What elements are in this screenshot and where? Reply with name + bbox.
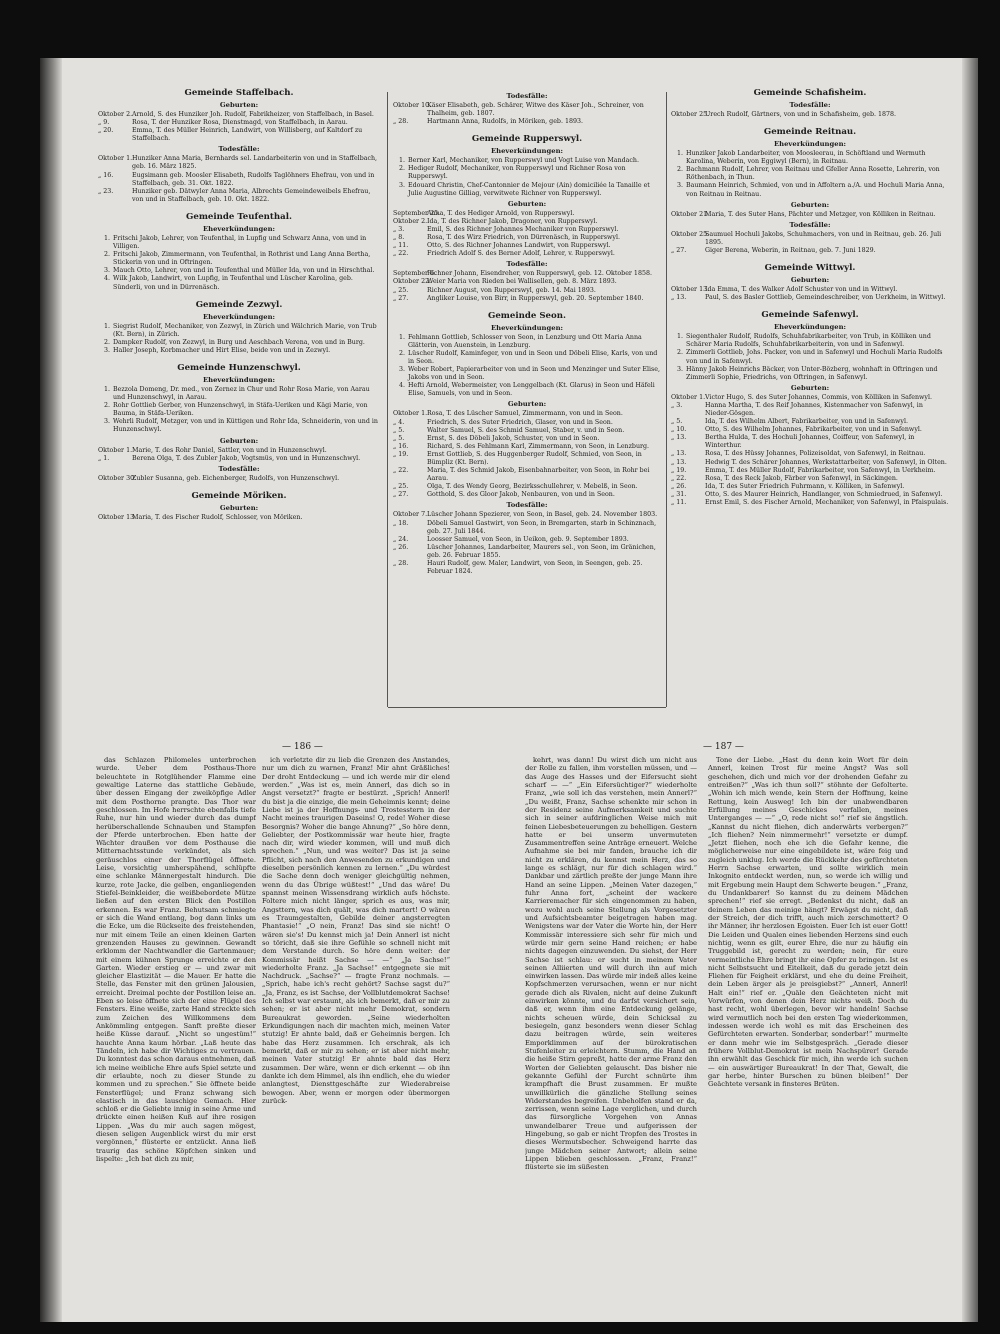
section-heading: Geburten: [790, 200, 830, 209]
entry-number: 3. [103, 346, 110, 354]
register-entry [393, 118, 661, 126]
register-entry [671, 286, 949, 294]
register-entry [393, 382, 661, 398]
entry-date: „ 11. [671, 499, 687, 506]
entry-date: Oktober 2. [393, 217, 428, 225]
entry-text: Rosa, T. des Reck Jakob, Färber von Safenwyl, in Säckingen. [705, 474, 898, 482]
register-entry [98, 235, 380, 251]
entry-text: Arnold, S. des Hunziker Joh. Rudolf, Fabrikheizer, von Staffelbach, in Basel. [132, 111, 374, 118]
entry-date: Oktober 30. [98, 474, 137, 482]
entry-text: Victor Hugo, S. des Suter Johannes, Commis, von Kölliken in Safenwyl. [705, 393, 932, 401]
entry-text: Ida, T. des Suter Friedrich Fuhrmann, v. Kölliken, in Safenwyl. [705, 482, 905, 490]
register-entry [671, 418, 949, 426]
entry-number: 3. [103, 267, 110, 275]
entry-text: Loosser Samuel, von Seon, in Ueikon, geb. 9. September 1893. [427, 535, 629, 543]
section-heading: Todesfälle: [506, 260, 548, 269]
entry-text: Rosa, T. der Hunziker Rosa, Dienstmagd, von Staffelbach, in Aarau. [132, 119, 348, 127]
story-text: kehrt, was dann! Du wirst dich um nicht aus der Rolle zu fallen, ihm vorstellen müssen, und — das Auge des Hasses und der Eifersucht sieht scharf — —“ „Ein Eifersüchtiger?“ wiederholte Franz, „wie soll ich das verstehen, mein Annerl?“ „Du weißt, Franz, Sachse schenkte mir schon in der Residenz seine Aufmerksamkeit und suchte sich in seiner aufdringlichen Weise mich mit feinen Liebesbeteuerungen zu behelligen. Gestern hatte er bei unserm unvermuteten Zusammentreffen seine Anträge erneuert. Welche Aufnahme sie bei mir fanden, brauche ich dir nicht zu erklären, du kennst mein Herz, das so lange es schlägt, nur für dich schlagen wird.“ Dankbar und zärtlich preßte der junge Mann ihre Hand an seine Lippen. „Meinen Vater dazegen,“ fuhr Anna fort, „scheint der wackere Karrieremacher für sich eingenommen zu haben, wozu wohl auch seine Stellung als Vorgesetzter und Aufsichtsbeamter beigetragen haben mag. Wenigstens war der Vater die Worte hin, der Herr Kommissär interessiere sich sehr für mich und würde mir gern seine Hand reichen; er habe nichts dagegen einzuwenden. Du siehst, der Herr Sachse ist schlau: er sucht in meinem Vater seinen Alliierten und will durch ihn auf mich einwirken lassen. Das würde mir indeß alles keine Kopfschmerzen verursachen, wenn er nur nicht gerade dich als Rivalen, nicht auf deine Zukunft einwirken könnte, und du darfst versichert sein, daß er, wenn ihm eine Entdeckung gelänge, nichts scheuen würde, dein Schicksal zu besiegeln, ganz besonders wenn dieser Schlag dazu beitragen würde, sein weiteres Emporklimmen auf der bürokratischen Stufenleiter zu erleichtern. Stumm, die Hand an die heiße Stirn gepreßt, hatte der arme Franz den Worten der Geliebten gelauscht. Das bisher nie gekannte Gefühl der Furcht schnürte ihm krampfhaft die Brust zusammen. Er mußte unwillkürlich die gänzliche Stellung seines Widerstandes begreifen. Unbeholfen stand er da, zerrissen, wenn seine Lage verglichen, und durch das fürsorgliche Vorgehen von Annas unwandelbarer Treue und aufgerissen der Hingebung, so gab er nicht Tropfen des Trostes in dieses Wermutsbecher. Schweigend harrte das junge Mädchen seiner Antwort; allein seine Lippen blieben geschlossen. „Franz, Franz!“ flüsterte sie im süßesten [525, 756, 697, 1172]
section-heading: Geburten: [507, 199, 547, 208]
register-entry [393, 157, 661, 165]
column-rule [666, 92, 667, 707]
register-entry [671, 182, 949, 198]
register-entry [98, 323, 380, 339]
entry-number: 2. [398, 165, 405, 173]
entry-text: Paul, S. des Basler Gottlieb, Gemeindeschreiber, von Uerkheim, in Wittwyl. [705, 294, 946, 302]
registry-column-3 [671, 80, 949, 702]
entry-number: 2. [398, 349, 405, 357]
entry-text: Lüscher Johann Spezierer, von Seon, in Basel, geb. 24. November 1803. [427, 511, 658, 519]
gemeinde-heading: Gemeinde Seon. [488, 310, 566, 321]
register-entry [393, 226, 661, 234]
register-entry [671, 499, 949, 507]
register-entry [671, 434, 949, 450]
entry-date: „ 5. [671, 418, 683, 426]
entry-text: Fehlmann Gottlieb, Schlosser von Seon, in Lenzburg und Ott Maria Anna Glätterin, von Auenstein, in Lenzburg. [408, 333, 642, 349]
entry-number: 2. [103, 402, 110, 410]
entry-text: Siegrist Rudolf, Mechaniker, von Zezwyl, in Zürich und Wälchrich Marie, von Trub (Kt. Bern), in Zürich. [113, 322, 377, 338]
entry-number: 1. [103, 322, 110, 330]
gemeinde-heading: Gemeinde Zezwyl. [195, 299, 283, 310]
entry-text: Hartmann Anna, Rudolfs, in Möriken, geb. 1893. [427, 118, 583, 126]
entry-date: „ 22. [671, 474, 687, 482]
entry-date: „ 18. [393, 519, 409, 527]
entry-date: „ 25. [393, 483, 409, 491]
register-entry [393, 210, 661, 218]
entry-text: Maria, T. des Fischer Rudolf, Schlosser, von Möriken. [132, 513, 303, 521]
entry-text: Angliker Louise, von Birr, in Rupperswyl, geb. 20. September 1840. [427, 294, 644, 302]
entry-text: Lüscher Johannes, Landarbeiter, Maurers sel., von Seon, im Gränichen, geb. 26. Februar 1855. [427, 543, 656, 559]
register-entry [393, 242, 661, 250]
entry-text: Rosa, T. des Wirz Friedrich, von Dürrenäsch, in Rupperswyl. [427, 234, 620, 242]
entry-number: 1. [398, 333, 405, 341]
register-entry [393, 427, 661, 435]
entry-text: Weber Robert, Papierarbeiter von und in Seon und Menzinger und Suter Elise, Jakobs von und in Seon. [408, 366, 660, 382]
entry-date: „ 25. [393, 286, 409, 294]
section-heading: Eheverkündungen: [490, 147, 564, 156]
section-heading: Eheverkündungen: [773, 140, 847, 149]
register-entry [98, 386, 380, 402]
entry-text: Berner Karl, Mechaniker, von Rupperswyl und Vogt Luise von Mandach. [408, 157, 639, 165]
page-number-right: — 187 — [703, 742, 744, 752]
section-heading: Todesfälle: [218, 145, 260, 154]
registry-column-1 [98, 80, 380, 725]
section-heading: Eheverkündungen: [773, 323, 847, 332]
register-entry [671, 394, 949, 402]
entry-text: Gotthold, S. des Gloor Jakob, Nenbauren, von und in Seon. [427, 491, 615, 499]
entry-text: Hunziker geb. Dätwyler Anna Maria, Albrechts Gemeindeweibels Ehefrau, von und in Staffelbach, geb. 10. Okt. 1822. [132, 187, 371, 203]
section-heading: Eheverkündungen: [202, 312, 276, 321]
register-entry [98, 119, 380, 127]
entry-text: Bachmann Rudolf, Lehrer, von Reitnau und Gfeller Anna Rosette, Lehrerin, von Röthenbach, in Thun. [686, 166, 940, 182]
entry-text: Bezzola Domeng, Dr. med., von Zernez in Chur und Rohr Rosa Marie, von Aarau und Hunzenschwyl, in Aarau. [113, 385, 370, 402]
register-entry [98, 455, 380, 463]
entry-text: Zubler Susanna, geb. Eichenberger, Rudolfs, von Hunzenschwyl. [132, 474, 340, 482]
register-entry [98, 475, 380, 483]
entry-date: „ 11. [393, 242, 409, 250]
register-entry [393, 435, 661, 443]
register-entry [671, 483, 949, 491]
entry-date: „ 5. [393, 426, 405, 434]
register-entry [393, 520, 661, 536]
entry-date: „ 10. [671, 426, 687, 434]
register-entry [671, 349, 949, 365]
entry-text: Otto, S. des Maurer Heinrich, Handlanger, von Schmiedrued, in Safenwyl. [705, 490, 943, 498]
entry-date: „ 8. [393, 234, 405, 242]
entry-text: Hediger Rudolf, Mechaniker, von Rupperswyl und Richner Rosa von Rupperswyl. [408, 165, 626, 181]
entry-text: Emma, T. des Müller Heinrich, Landwirt, von Willisberg, auf Kaltdorf zu Staffelbach. [132, 127, 363, 143]
entry-text: Rosa, T. des Lüscher Samuel, Zimmermann, von und in Seon. [427, 410, 623, 418]
register-entry [393, 218, 661, 226]
entry-text: Siegenthaler Rudolf, Rudolfs, Schuhfabrikarbeiter, von Trub, in Kölliken und Schärer Maria Rudolfs, Schuhfabrikarbeiterin, von und in Safenwyl. [686, 333, 931, 349]
entry-text: Haller Joseph, Korbmacher und Hirt Elise, beide von und in Zezwyl. [113, 346, 331, 354]
gemeinde-heading: Gemeinde Staffelbach. [184, 88, 294, 98]
register-entry [98, 339, 380, 347]
register-entry [393, 250, 661, 258]
entry-date: „ 3. [393, 225, 405, 233]
register-entry [393, 467, 661, 483]
register-entry [671, 475, 949, 483]
entry-date: „ 27. [393, 491, 409, 499]
register-entry [671, 111, 949, 119]
entry-text: Walter Samuel, S. des Schmid Samuel, Staber, v. und in Seon. [427, 426, 625, 434]
entry-text: Hänny Jakob Heinrichs Bäcker, von Unter-Bözberg, wohnhaft in Oftringen und Zimmerli Sophie, Friedrichs, von Oftringen, in Safenwyl. [686, 365, 938, 381]
entry-text: Otto, S. des Wilhelm Johannes, Fabrikarbeiter, von und in Safenwyl. [705, 426, 922, 434]
gemeinde-heading: Gemeinde Reitnau. [763, 127, 857, 138]
register-entry [393, 334, 661, 350]
entry-date: „ 31. [671, 490, 687, 498]
entry-date: „ 4. [393, 418, 405, 426]
register-entry [393, 102, 661, 118]
register-entry [393, 234, 661, 242]
entry-number: 3. [103, 418, 110, 426]
register-entry [671, 247, 949, 255]
register-entry [98, 447, 380, 455]
story-column-4 [708, 756, 908, 1286]
entry-date: „ 3. [671, 401, 683, 409]
entry-text: Saumuel Hochuli Jakobs, Schuhmachers, von und in Reitnau, geb. 26. Juli 1895. [705, 230, 942, 246]
entry-text: Fritschi Jakob, Lehrer, von Teufenthal, in Lupfig und Schwarz Anna, von und in Villigen. [113, 234, 367, 251]
entry-number: 1. [398, 157, 405, 165]
register-entry [671, 491, 949, 499]
entry-date: Oktober 10. [393, 102, 432, 109]
entry-date: „ 13. [671, 294, 687, 302]
entry-text: Giger Berena, Weberin, in Reitnau, geb. 7. Juni 1829. [705, 246, 876, 254]
register-entry [98, 251, 380, 267]
entry-text: Berena Olga, T. des Zubler Jakob, Vogtsmüs, von und in Hunzenschwyl. [132, 454, 361, 462]
register-entry [393, 419, 661, 427]
entry-date: „ 23. [98, 187, 114, 195]
entry-date: „ 1. [98, 454, 110, 462]
entry-text: Hunziker Anna Maria, Bernhards sel. Landarbeiterin von und in Staffelbach, geb. 16. März 1825. [132, 155, 378, 171]
section-heading: Todesfälle: [218, 464, 260, 473]
entry-date: „ 13. [671, 434, 687, 442]
entry-number: 3. [398, 181, 405, 189]
entry-text: Baumann Heinrich, Schmied, von und in Affoltern a./A. und Hochuli Maria Anna, von Reitnau in Reitnau. [686, 182, 945, 198]
register-entry [671, 459, 949, 467]
entry-text: Dampker Rudolf, von Zezwyl, in Burg und Aeschbach Verena, von und in Burg. [113, 338, 365, 346]
entry-number: 4. [398, 382, 405, 390]
register-entry [98, 402, 380, 418]
entry-number: 3. [398, 366, 405, 374]
entry-text: Lüscher Rudolf, Kaminfeger, von und in Seon und Döbeli Elise, Karls, von und in Seon. [408, 349, 658, 365]
page-number-left: — 186 — [282, 742, 323, 752]
entry-text: Richner Johann, Eisendreher, von Rupperswyl, geb. 12. Oktober 1858. [427, 270, 652, 278]
register-entry [671, 166, 949, 182]
register-entry [393, 270, 661, 278]
entry-text: Rosa, T. des Hüssy Johannes, Polizeisoldat, von Safenwyl, in Reitnau. [705, 450, 926, 458]
entry-date: „ 19. [671, 466, 687, 474]
entry-text: Hanna Martha, T. des Reif Johannes, Kistenmacher von Safenwyl, in Nieder-Gösgen. [705, 401, 923, 417]
section-heading: Geburten: [790, 383, 830, 392]
register-entry [393, 544, 661, 560]
register-entry [98, 111, 380, 119]
entry-number: 1. [103, 385, 110, 393]
entry-text: Döbeli Samuel Gastwirt, von Seon, in Bremgarten, starb in Schinznach, geb. 27. Juli 1844. [427, 519, 657, 535]
entry-number: 2. [103, 338, 110, 346]
gemeinde-heading: Gemeinde Wittwyl. [764, 263, 856, 274]
register-entry [393, 560, 661, 576]
register-entry [393, 511, 661, 519]
entry-date: Oktober 25. [671, 230, 710, 238]
entry-date: „ 27. [671, 246, 687, 254]
section-heading: Todesfälle: [789, 220, 831, 229]
register-entry [98, 267, 380, 275]
register-entry [393, 295, 661, 303]
register-entry [671, 294, 949, 302]
entry-text: Friedrich, S. des Suter Friedrich, Glaser, von und in Seon. [427, 418, 613, 426]
entry-text: Hefti Arnold, Webermeister, von Lenggelbach (Kt. Glarus) in Seon und Häfeli Elise, Samuels, von und in Seon. [408, 382, 655, 398]
entry-text: Maria, T. des Suter Hans, Pächter und Metzger, von Kölliken in Reitnau. [705, 210, 936, 218]
gemeinde-heading: Gemeinde Schafisheim. [753, 88, 867, 98]
entry-text: Hunziker Jakob Landarbeiter, von Moosleerau, in Schöftland und Wermuth Karolina, Weberin, von Eggiwyl (Bern), in Reitnau. [686, 150, 926, 166]
section-rule [388, 707, 666, 708]
story-column-3 [525, 756, 697, 1286]
entry-text: Otto, S. des Richner Johannes Landwirt, von Rupperswyl. [427, 242, 611, 250]
register-entry [671, 450, 949, 458]
register-entry [393, 536, 661, 544]
entry-date: „ 28. [393, 118, 409, 126]
entry-date: „ 13. [671, 450, 687, 458]
entry-number: 3. [676, 182, 683, 190]
entry-date: „ 5. [393, 434, 405, 442]
entry-text: Ernst, S. des Döbeli Jakob, Schuster, von und in Seon. [427, 434, 600, 442]
entry-number: 2. [676, 166, 683, 174]
register-entry [393, 165, 661, 181]
entry-date: „ 16. [393, 442, 409, 450]
entry-text: Wilk Jakob, Landwirt, von Lupfig, in Teufenthal und Lüscher Karolina, geb. Sünderli, von und in Dürrenäsch. [113, 275, 353, 291]
entry-date: „ 28. [393, 560, 409, 568]
register-entry [671, 231, 949, 247]
register-entry [393, 366, 661, 382]
entry-date: „ 20. [98, 127, 114, 135]
register-entry [671, 426, 949, 434]
entry-date: „ 9. [98, 119, 110, 127]
register-entry [98, 347, 380, 355]
gemeinde-heading: Gemeinde Rupperswyl. [471, 134, 583, 145]
register-entry [393, 350, 661, 366]
gemeinde-heading: Gemeinde Teufenthal. [186, 211, 292, 222]
entry-date: Oktober 1. [98, 446, 133, 454]
entry-text: Ida, T. des Wilhelm Albert, Fabrikarbeiter, von und in Safenwyl. [705, 418, 909, 426]
entry-date: September 25. [393, 209, 441, 217]
entry-text: Olga, T. des Wendy Georg, Bezirksschullehrer, v. Mebelß, in Seon. [427, 483, 638, 491]
entry-text: Wehrli Rudolf, Metzger, von und in Küttigen und Rohr Ida, Schneiderin, von und in Hunzenschwyl. [113, 418, 378, 434]
register-entry [393, 182, 661, 198]
entry-date: Oktober 13. [98, 513, 137, 521]
register-entry [671, 211, 949, 219]
register-entry [671, 150, 949, 166]
registry-column-2 [393, 90, 661, 700]
section-heading: Todesfälle: [789, 101, 831, 109]
section-heading: Geburten: [507, 400, 547, 409]
register-entry [671, 366, 949, 382]
entry-number: 1. [676, 150, 683, 158]
register-entry [98, 275, 380, 291]
entry-text: Weier Maria von Rieden bei Wallisellen, geb. 8. März 1893. [427, 278, 617, 286]
story-column-1 [96, 756, 256, 1286]
register-entry [671, 467, 949, 475]
entry-text: Friedrich Adolf S. des Berner Adolf, Lehrer, v. Rupperswyl. [427, 250, 615, 258]
entry-date: Oktober 7. [393, 511, 428, 519]
register-entry [393, 483, 661, 491]
register-entry [393, 278, 661, 286]
register-entry [98, 418, 380, 434]
register-entry [393, 491, 661, 499]
entry-text: Ernst Gottlieb, S. des Huggenberger Rudolf, Schmied, von Seon, in Bümpliz (Kt. Bern). [427, 450, 642, 466]
entry-text: Emma, T. des Müller Rudolf, Fabrikarbeiter, von Safenwyl, in Uerkheim. [705, 466, 936, 474]
story-text: ich verletzte dir zu lieb die Grenzen des Anstandes, nur um dich zu warnen, Franz! Mir ahnt Gräßliches! Der droht Entdeckung — und ich werde mir dir elend werden.“ „Was ist es, mein Annerl, das dich so in Angst versetzt?“ fragte er bestürzt. „Sprich! Annerl! du bist ja die einzige, die mein Geheimnis kennt; deine Liebe ist ja der Hoffnungs- und Trostesstern in der Nacht meines traurigen Daseins! O, rede! Woher diese Besorgnis? Woher die bange Ahnung?“ „So höre denn, Geliebter, der Postkommissär war heute hier, fragte nach dir, wird wieder kommen, will und muß dich sprechen.“ „Nun, und was weiter? Das ist ja seine Pflicht, sich nach den Anwesenden zu erkundigen und dieselben persönlich kennen zu lernen.“ „Du würdest die Sache denn doch weniger gleichgültig nehmen, wenn du das Übrige wüßtest!“ „Und das wäre! Du spannst meinen Wissensdrang wirklich aufs höchste. Foltere mich nicht länger, sprich es aus, was mir, Angsttern, was dich quält, was dich martert! O wären es Traumgestalten, Gebilde deiner angsterregten Phantasie!“ „O nein, Franz! Das sind sie nicht! O wären sie's! Du kennst mich ja! Dein Annerl ist nicht so töricht, daß sie ihre Gefühle so schnell nicht mit dem Verstande durch. So höre denn weiter: der Kommissär heißt Sachse — —“ „Ja Sachse!“ wiederholte Franz. „Ja Sachse!“ entgegnete sie mit Nachdruck. „Sachse?“ — fragte Franz nochmals. — „Sprich, habe ich's recht gehört? Sachse sagst du?“ „Ja, Franz, es ist Sachse, der Vollblutdemokrat Sachse! Ich selbst war erstaunt, als ich bemerkt, daß er mir zu sehen; er ist aber nicht mehr Demokrat, sondern Bureaukrat geworden. „Seine wiederholten Erkundigungen nach dir machten mich, meinen Vater stutzig! Er ahnte bald, daß er Geheimnis bergen. Ich habe das Herz zusammen. Ich erschrak, als ich bemerkt, daß er mir zu sehen; er ist aber nicht mehr, meinen Vater stutzig! Er ahnte bald das Herz zusammen. Der wäre, wenn er dich erkennt — ob ihn dankte ich dem Himmel, als ihn endlich, ehe du wieder anlangtest, Diensttgeschäfte zur Wiederabreise bewogen. Aber, wenn er morgen oder übermorgen zurück- [262, 756, 450, 1105]
entry-number: 2. [103, 251, 110, 259]
page-edge [962, 58, 978, 1322]
section-heading: Todesfälle: [506, 92, 548, 100]
entry-date: Oktober 1. [98, 155, 133, 163]
entry-text: Edouard Christin, Chef-Cantonnier de Mejour (Ain) domiciliée la Tanaille et Julie Augustine Gilliag, verwitwete Richner von Rupperswyl. [408, 181, 650, 197]
entry-text: Käser Elisabeth, geb. Schärer, Witwe des Käser Joh., Schreiner, von Thalheim, geb. 1807. [427, 102, 644, 118]
entry-date: „ 19. [393, 450, 409, 458]
entry-number: 1. [103, 234, 110, 242]
entry-date: Oktober 1. [393, 410, 428, 418]
entry-text: Maria, T. des Schmid Jakob, Eisenbahnarbeiter, von Seon, in Rohr bei Aarau. [427, 467, 650, 483]
section-heading: Geburten: [219, 101, 259, 109]
entry-text: Fritschi Jakob, Zimmermann, von Teufenthal, in Rothrist und Lang Anna Bertha, Stickerin von und in Oftringen. [113, 251, 371, 267]
entry-text: Urech Rudolf, Gärtners, von und in Schafisheim, geb. 1878. [705, 111, 897, 118]
register-entry [671, 333, 949, 349]
column-rule [387, 92, 388, 707]
entry-date: Oktober 21. [671, 210, 710, 218]
story-text: Tone der Liebe. „Hast du denn kein Wort für dein Annerl, keinen Trost für meine Angst? Was soll geschehen, dich und mich vor der drohenden Gefahr zu entreißen?“ „Was ich thun soll?“ stöhnte der Gefolterte. „Wohin ich mich wende, kein Stern der Hoffnung, keine Rettung, kein Ausweg! Ich bin der unabwendbaren Erfüllung meines Geschickes verfallen, meines Unterganges — —“ „O, rede nicht so!“ rief sie ängstlich. „Kannst du nicht fliehen, dich anderwärts verbergen?“ „Ich fliehen? Nein nimmermehr!“ versetzte er dumpf. „Jetzt fliehen, noch ehe ich die Gefahr kenne, die möglicherweise nur eine eingebildete ist, wäre feig und zugleich unklug. Ich werde die Rückkehr des gefürchteten Herrn Sachse erwarten, und sollte wirklich mein Inkognito entdeckt werden, nun, so werde ich willig und mit Ergebung mein Haupt dem Schwerte beugen.“ „Franz, du Undankbarer! So kannst du zu deinem Mädchen sprechen!“ rief sie erregt. „Bedenkst du nicht, daß an deinem Leben das meinige hängt? Erwägst du nicht, daß der Streich, der dich trifft, auch mich zerschmettert? O ihr Männer, ihr herzlosen Egoisten. Euer Ich ist euer Gott! Die Leiden und Qualen eines liebenden Herzens sind euch nichtig, wenn es gilt, eurer Ehre, die nur zu häufig ein Truggebild ist, gerecht zu werden; nein, für eure vermeintliche Ehre bringt ihr eine Opfer zu bringen. Ist es nicht Selbstsucht und Eitelkeit, daß du gerade jetzt dein Fliehen für Feigheit erklärst, und ehe du deine Freiheit, dein Leben ärger als je preisgiebst?“ „Annerl, Annerl! Halt ein!“ rief er. „Quäle den Geächteten nicht mit Vorwürfen, von denen dein Herz nichts weiß. Doch du hast recht, wohl überlegen, bevor wir handeln! Sachse wird vermutlich noch bei den ersten Tag wiederkommen, indessen werde ich wohl es mit das Erscheinen des Gefürchteten erwarten. Sonderbar, sonderbar!“ murmelte er dann mehr wie im Selbstgespräch. „Gerade dieser frühere Vollblut-Demokrat ist mein Nachspürer! Gerade ihn erwählt das Geschick für mich, ihn werde ich suchen — ein auswärtiger Bureaukrat! In der That, Gewalt, die gar herbe, hinter Burschen zu bünen bleiben!“ Der Geächtete versank in finsteres Brüten. [708, 756, 908, 1089]
entry-text: Anna, T. des Hediger Arnold, von Rupperswyl. [427, 209, 575, 217]
entry-number: 2. [676, 349, 683, 357]
entry-text: Bertha Hulda, T. des Hochuli Johannes, Coiffeur, von Safenwyl, in Winterthur. [705, 434, 915, 450]
register-entry [98, 155, 380, 171]
register-entry [393, 410, 661, 418]
entry-date: „ 22. [393, 467, 409, 475]
section-heading: Geburten: [219, 503, 259, 512]
entry-date: September 6. [393, 270, 437, 278]
entry-text: Richner August, von Rupperswyl, geb. 14. Mai 1893. [427, 286, 596, 294]
entry-text: Zimmerli Gottlieb, Johs. Packer, von und in Safenwyl und Hochuli Maria Rudolfs von und in Safenwyl. [686, 349, 943, 365]
entry-date: „ 24. [393, 535, 409, 543]
section-heading: Geburten: [219, 436, 259, 445]
entry-text: Marie, T. des Rohr Daniel, Sattler, von und in Hunzenschwyl. [132, 446, 327, 454]
section-heading: Todesfälle: [506, 501, 548, 510]
register-entry [393, 287, 661, 295]
register-entry [98, 172, 380, 188]
entry-number: 1. [676, 333, 683, 341]
story-column-2 [262, 756, 450, 1286]
entry-date: „ 27. [393, 294, 409, 302]
entry-date: „ 26. [393, 543, 409, 551]
entry-date: „ 16. [98, 171, 114, 179]
gemeinde-heading: Gemeinde Möriken. [191, 490, 287, 501]
book-spine [40, 58, 62, 1322]
entry-text: Hedwig T. des Schärer Johannes, Werkstattarbeiter, von Safenwyl, in Olten. [705, 458, 947, 466]
entry-text: Ernst Emil, S. des Fischer Arnold, Mechaniker, von Safenwyl, in Pfaispulais. [705, 499, 949, 506]
entry-number: 3. [676, 365, 683, 373]
entry-text: Rohr Gottlieb Gerber, von Hunzenschwyl, in Stäfa-Ueriken und Kägi Marie, von Bauma, in Stäfa-Ueriken. [113, 402, 368, 418]
entry-date: „ 22. [393, 250, 409, 258]
register-entry [671, 402, 949, 418]
gemeinde-heading: Gemeinde Hunzenschwyl. [177, 362, 301, 373]
entry-text: Eugsimann geb. Moosler Elisabeth, Rudolfs Taglöhners Ehefrau, von und in Staffelbach, geb. 31. Okt. 1822. [132, 171, 375, 187]
entry-text: Ida Emma, T. des Walker Adolf Schuster von und in Wittwyl. [705, 286, 898, 294]
section-heading: Eheverkündungen: [202, 375, 276, 384]
section-heading: Geburten: [790, 276, 830, 285]
entry-date: Oktober 25. [671, 111, 710, 118]
section-heading: Eheverkündungen: [490, 323, 564, 332]
entry-date: Oktober 1. [671, 393, 706, 401]
register-entry [393, 451, 661, 467]
entry-date: „ 13. [671, 458, 687, 466]
entry-number: 4. [103, 275, 110, 283]
entry-date: Oktober 2. [98, 111, 133, 118]
register-entry [98, 514, 380, 522]
entry-text: Ida, T. des Richner Jakob, Dragoner, von Rupperswyl. [427, 217, 598, 225]
entry-text: Emil, S. des Richner Johannes Mechaniker von Rupperswyl. [427, 225, 619, 233]
story-text: das Schlazen Philomeles unterbrochen wurde. Ueber dem Posthaus-Thore beleuchtete in Rotglühender Flamme eine gewaltige Laterne das stattliche Gebäude, über dessen Eingang der zweiköpfige Adler mit dem Posthorne prangte. Das Thor war geschlossen. Im Hofe herrschte ebenfalls tiefe Ruhe, nur hin und wieder durch das dumpf herüberschallende Schnauben und Stampfen der Pferde unterbrochen. Eben hatte der Wächter draußen vor dem Posthause die Mitternachtsstunde verkündet, als sich geräuschlos einer der Thorflügel öffnete. Leise, vorsichtig umherspähend, schlüpfte eine schlanke Männergestalt hindurch. Die kurze, rote Jacke, die gelben, enganliegenden Stiefel-Beinkleider, die weißbebordete Mütze ließen auf den ersten Blick den Postillon erkennen. Es war Franz. Behutsam schmiegte er sich die Wand entlang, bog dann links um die Ecke, um die Rückseite des freistehenden, nur mit einem Teile an einen kleinen Garten grenzenden Hauses zu gewinnen. Gewandt erklomm der Nachtwandler die Gartenmauer; mit einem kühnen Sprunge erreichte er den Garten. Wieder erstieg er — und zwar mit gleicher Elastizität — die Mauer. Er hatte die Stelle, das Fenster mit den grünen Jalousien, erreicht. Dreimal pochte der Postillon leise an. Eben so leise öffnete sich der eine Flügel des Fensters. Eine weiße, zarte Hand streckte sich zum Zeichen des Willkommens dem Ankömmling entgegen. Sanft preßte dieser heiße Küsse darauf. „Nicht so ungestüm!“ hauchte Anna kaum hörbar. „Laß heute das Tändeln, ich habe dir Wichtiges zu vertrauen. Du konntest das schon daraus entnehmen, daß ich meine weibliche Ehre aufs Spiel setzte und dir erlaubte, noch zu dieser Stunde zu kommen und zu sprechen.“ Sie öffnete beide Fensterflügel; und Franz schwang sich elastisch in das lauschige Gemach. Hier schloß er die Geliebte innig in seine Arme und drückte einen heißen Kuß auf ihre rosigen Lippen. „Was du mir auch sagen mögest, diesen seligen Augenblick wirst du mir erst vergönnen,“ flüsterte er entzückt. Anna ließ traurig das schöne Köpfchen sinken und lispelte: „Ich bat dich zu mir, [96, 756, 256, 1163]
register-entry [393, 443, 661, 451]
register-entry [98, 188, 380, 204]
entry-text: Richard, S. des Fehlmann Karl, Zimmermann, von Seon, in Lenzburg. [427, 442, 650, 450]
gemeinde-heading: Gemeinde Safenwyl. [761, 310, 859, 321]
entry-text: Hauri Rudolf, gew. Maler, Landwirt, von Seon, in Seengen, geb. 25. Februar 1824. [427, 560, 643, 576]
entry-date: Oktober 13. [671, 286, 710, 294]
entry-date: Oktober 22. [393, 278, 432, 286]
register-entry [98, 127, 380, 143]
entry-text: Mauch Otto, Lehrer, von und in Teufenthal und Müller Ida, von und in Hirschthal. [113, 267, 375, 275]
entry-date: „ 26. [671, 482, 687, 490]
section-heading: Eheverkündungen: [202, 224, 276, 233]
